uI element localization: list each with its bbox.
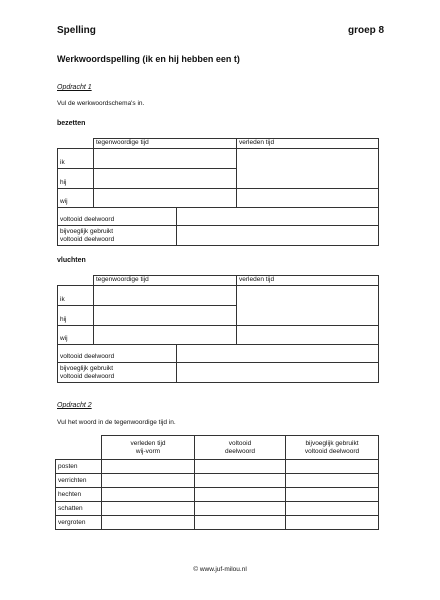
answer-cell[interactable] [286,488,379,502]
answer-cell[interactable] [237,189,379,208]
answer-cell[interactable] [286,474,379,488]
row-hij: hij [58,306,94,326]
answer-cell[interactable] [102,474,195,488]
answer-cell[interactable] [195,474,286,488]
assignment-2-instruction: Vul het woord in de tegenwoordige tijd in. [57,419,176,426]
table-row-label: hechten [56,488,102,502]
assignment-1-instruction: Vul de werkwoordschema's in. [57,100,145,107]
answer-cell[interactable] [237,286,379,326]
answer-cell[interactable] [94,149,237,169]
row-hij: hij [58,169,94,189]
col-past: verleden tijd [237,139,379,149]
row-bijvoeglijk: bijvoeglijk gebruikt voltooid deelwoord [58,226,177,246]
col-voltooid-deelwoord: voltooid deelwoord [195,436,286,460]
conjugation-table [55,435,379,530]
col-verleden-tijd: verleden tijd wij-vorm [102,436,195,460]
answer-cell[interactable] [177,208,379,226]
assignment-1-heading: Opdracht 1 [57,84,92,91]
answer-cell[interactable] [237,149,379,189]
col-past: verleden tijd [237,276,379,286]
row-wij: wij [58,326,94,345]
row-ik: ik [58,149,94,169]
answer-cell[interactable] [94,169,237,189]
answer-cell[interactable] [177,345,379,363]
row-voltooid-deelwoord: voltooid deelwoord [58,208,177,226]
subject-label: Spelling [57,25,96,36]
table-row-label: verrichten [56,474,102,488]
verb-label-vluchten: vluchten [57,257,86,264]
worksheet-title: Werkwoordspelling (ik en hij hebben een t) [57,54,240,64]
answer-cell[interactable] [177,226,379,246]
table-row-label: schatten [56,502,102,516]
row-bijvoeglijk: bijvoeglijk gebruikt voltooid deelwoord [58,363,177,383]
answer-cell[interactable] [237,326,379,345]
answer-cell[interactable] [94,189,237,208]
answer-cell[interactable] [102,488,195,502]
col-bijvoeglijk-gebruikt: bijvoeglijk gebruikt voltooid deelwoord [286,436,379,460]
answer-cell[interactable] [177,363,379,383]
verb-label-bezetten: bezetten [57,120,86,127]
answer-cell[interactable] [195,488,286,502]
col-present: tegenwoordige tijd [94,276,237,286]
answer-cell[interactable] [195,460,286,474]
answer-cell[interactable] [286,460,379,474]
answer-cell[interactable] [286,502,379,516]
row-wij: wij [58,189,94,208]
answer-cell[interactable] [102,502,195,516]
answer-cell[interactable] [94,286,237,306]
answer-cell[interactable] [94,306,237,326]
table-row-label: posten [56,460,102,474]
group-label: groep 8 [348,25,385,36]
answer-cell[interactable] [102,460,195,474]
row-ik: ik [58,286,94,306]
verb-scheme-bezetten [57,138,379,246]
footer-copyright: © www.juf-milou.nl [193,566,247,573]
answer-cell[interactable] [102,516,195,530]
row-voltooid-deelwoord: voltooid deelwoord [58,345,177,363]
verb-scheme-vluchten [57,275,379,383]
answer-cell[interactable] [286,516,379,530]
assignment-2-heading: Opdracht 2 [57,402,92,409]
answer-cell[interactable] [195,502,286,516]
table-row-label: vergroten [56,516,102,530]
answer-cell[interactable] [195,516,286,530]
answer-cell[interactable] [94,326,237,345]
col-present: tegenwoordige tijd [94,139,237,149]
